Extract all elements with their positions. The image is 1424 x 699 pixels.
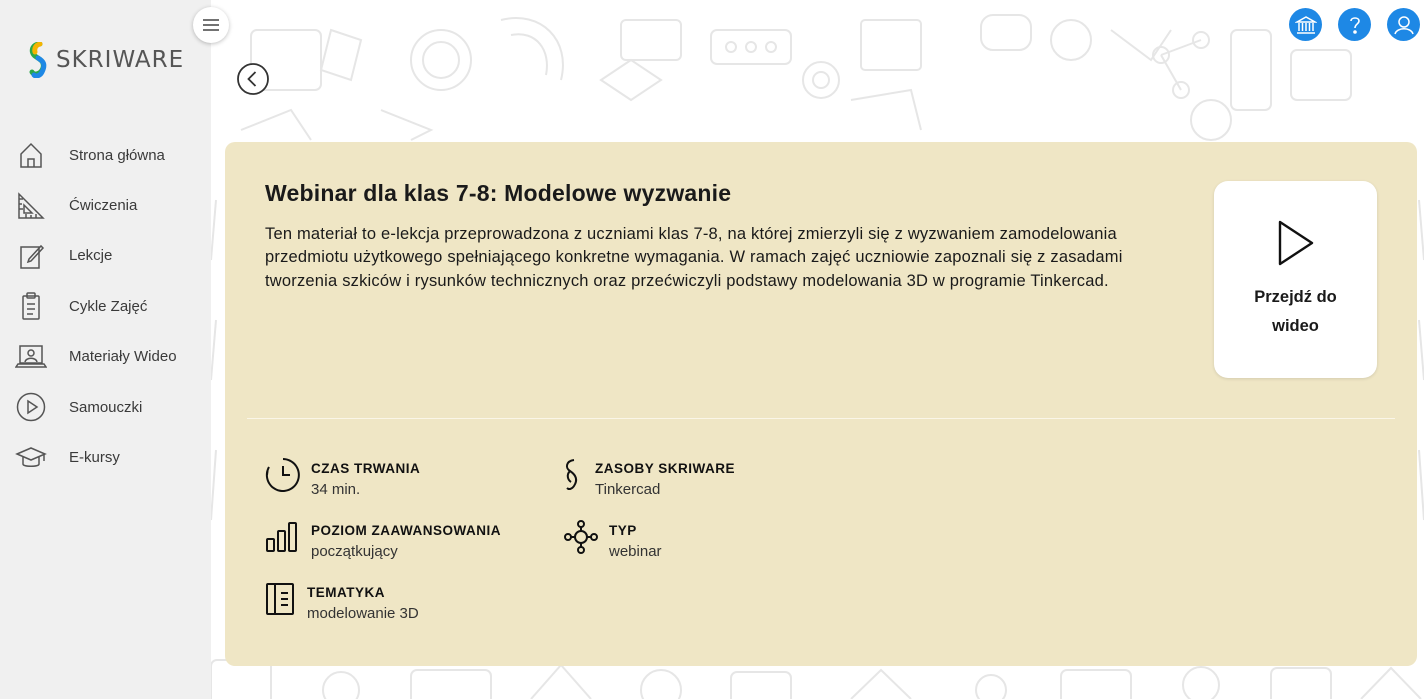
- skriware-resource-icon: [559, 457, 585, 493]
- laptop-user-icon: [15, 341, 47, 373]
- sidebar-item-exercises[interactable]: [0, 180, 211, 230]
- meta-duration-value: 34 min.: [311, 481, 361, 498]
- meta-type-value: webinar: [609, 543, 662, 560]
- sidebar: [0, 0, 211, 699]
- sidebar-toggle-button[interactable]: [193, 7, 229, 43]
- network-icon: [563, 519, 599, 555]
- sidebar-item-videos[interactable]: [0, 332, 211, 382]
- meta-topic-value: modelowanie 3D: [307, 605, 419, 622]
- meta-level-value: początkujący: [311, 543, 398, 560]
- help-button[interactable]: [1338, 8, 1371, 41]
- meta-resources-title: ZASOBY SKRIWARE: [595, 461, 736, 476]
- user-icon: [1393, 14, 1415, 36]
- sidebar-item-lessons[interactable]: [0, 231, 211, 281]
- card-divider: [247, 418, 1395, 419]
- meta-level: [265, 519, 501, 560]
- back-button[interactable]: [237, 63, 269, 95]
- go-to-video-label: Przejdź do wideo: [1254, 288, 1337, 335]
- notebook-icon: [265, 581, 295, 617]
- meta-resources: [559, 457, 735, 498]
- meta-resources-value: Tinkercad: [595, 481, 661, 498]
- meta-duration-title: CZAS TRWANIA: [311, 461, 421, 476]
- meta-duration: [265, 457, 420, 498]
- institution-icon: [1295, 14, 1317, 36]
- bar-chart-icon: [265, 519, 299, 555]
- sidebar-item-cycles[interactable]: [0, 281, 211, 331]
- header-actions: [1289, 8, 1420, 41]
- meta-topic-title: TEMATYKA: [307, 585, 385, 600]
- sidebar-item-label: E-kursy: [69, 449, 120, 467]
- webinar-card: [225, 142, 1417, 666]
- sidebar-item-label: Strona główna: [69, 146, 165, 164]
- webinar-description: Ten materiał to e-lekcja przeprowadzona z uczniami klas 7-8, na której zmierzyli się z wyzwaniem zamodelowania przedmiotu użytkowego spełniającego konkretne wymagania. W ramach zajęć uczniowie zapoznali się z zasadami tworzenia szkiców i rysunków technicznych oraz przećwiczyli podstawy modelowania 3D w programie Tinkercad.: [265, 225, 1123, 290]
- meta-type-title: TYP: [609, 523, 637, 538]
- meta-topic: [265, 581, 419, 622]
- sidebar-item-tutorials[interactable]: [0, 382, 211, 432]
- sidebar-item-label: Cykle Zajęć: [69, 297, 148, 315]
- hamburger-icon: [202, 18, 220, 32]
- graduation-cap-icon: [15, 442, 47, 474]
- ruler-icon: [15, 190, 47, 222]
- user-account-button[interactable]: [1387, 8, 1420, 41]
- chevron-left-icon: [237, 63, 269, 95]
- sidebar-item-label: Samouczki: [69, 398, 143, 416]
- skriware-logo[interactable]: [26, 42, 184, 78]
- page-title: Webinar dla klas 7-8: Modelowe wyzwanie: [265, 180, 732, 206]
- clipboard-icon: [15, 290, 47, 322]
- sidebar-item-home[interactable]: [0, 130, 211, 180]
- sidebar-item-ecourses[interactable]: [0, 432, 211, 482]
- play-circle-icon: [15, 391, 47, 423]
- sidebar-item-label: Lekcje: [69, 247, 113, 265]
- meta-level-title: POZIOM ZAAWANSOWANIA: [311, 523, 501, 538]
- sidebar-nav: [0, 130, 211, 483]
- edit-note-icon: [15, 240, 47, 272]
- play-icon: [1276, 219, 1316, 267]
- clock-icon: [265, 457, 301, 493]
- help-icon: [1344, 14, 1366, 36]
- sidebar-item-label: Ćwiczenia: [69, 197, 138, 215]
- sidebar-item-label: Materiały Wideo: [69, 348, 177, 366]
- skriware-logo-icon: [26, 42, 52, 78]
- meta-type: [563, 519, 662, 560]
- brand-name: SKRIWARE: [56, 47, 185, 73]
- go-to-video-button[interactable]: [1214, 181, 1377, 378]
- institution-button[interactable]: [1289, 8, 1322, 41]
- home-icon: [15, 139, 47, 171]
